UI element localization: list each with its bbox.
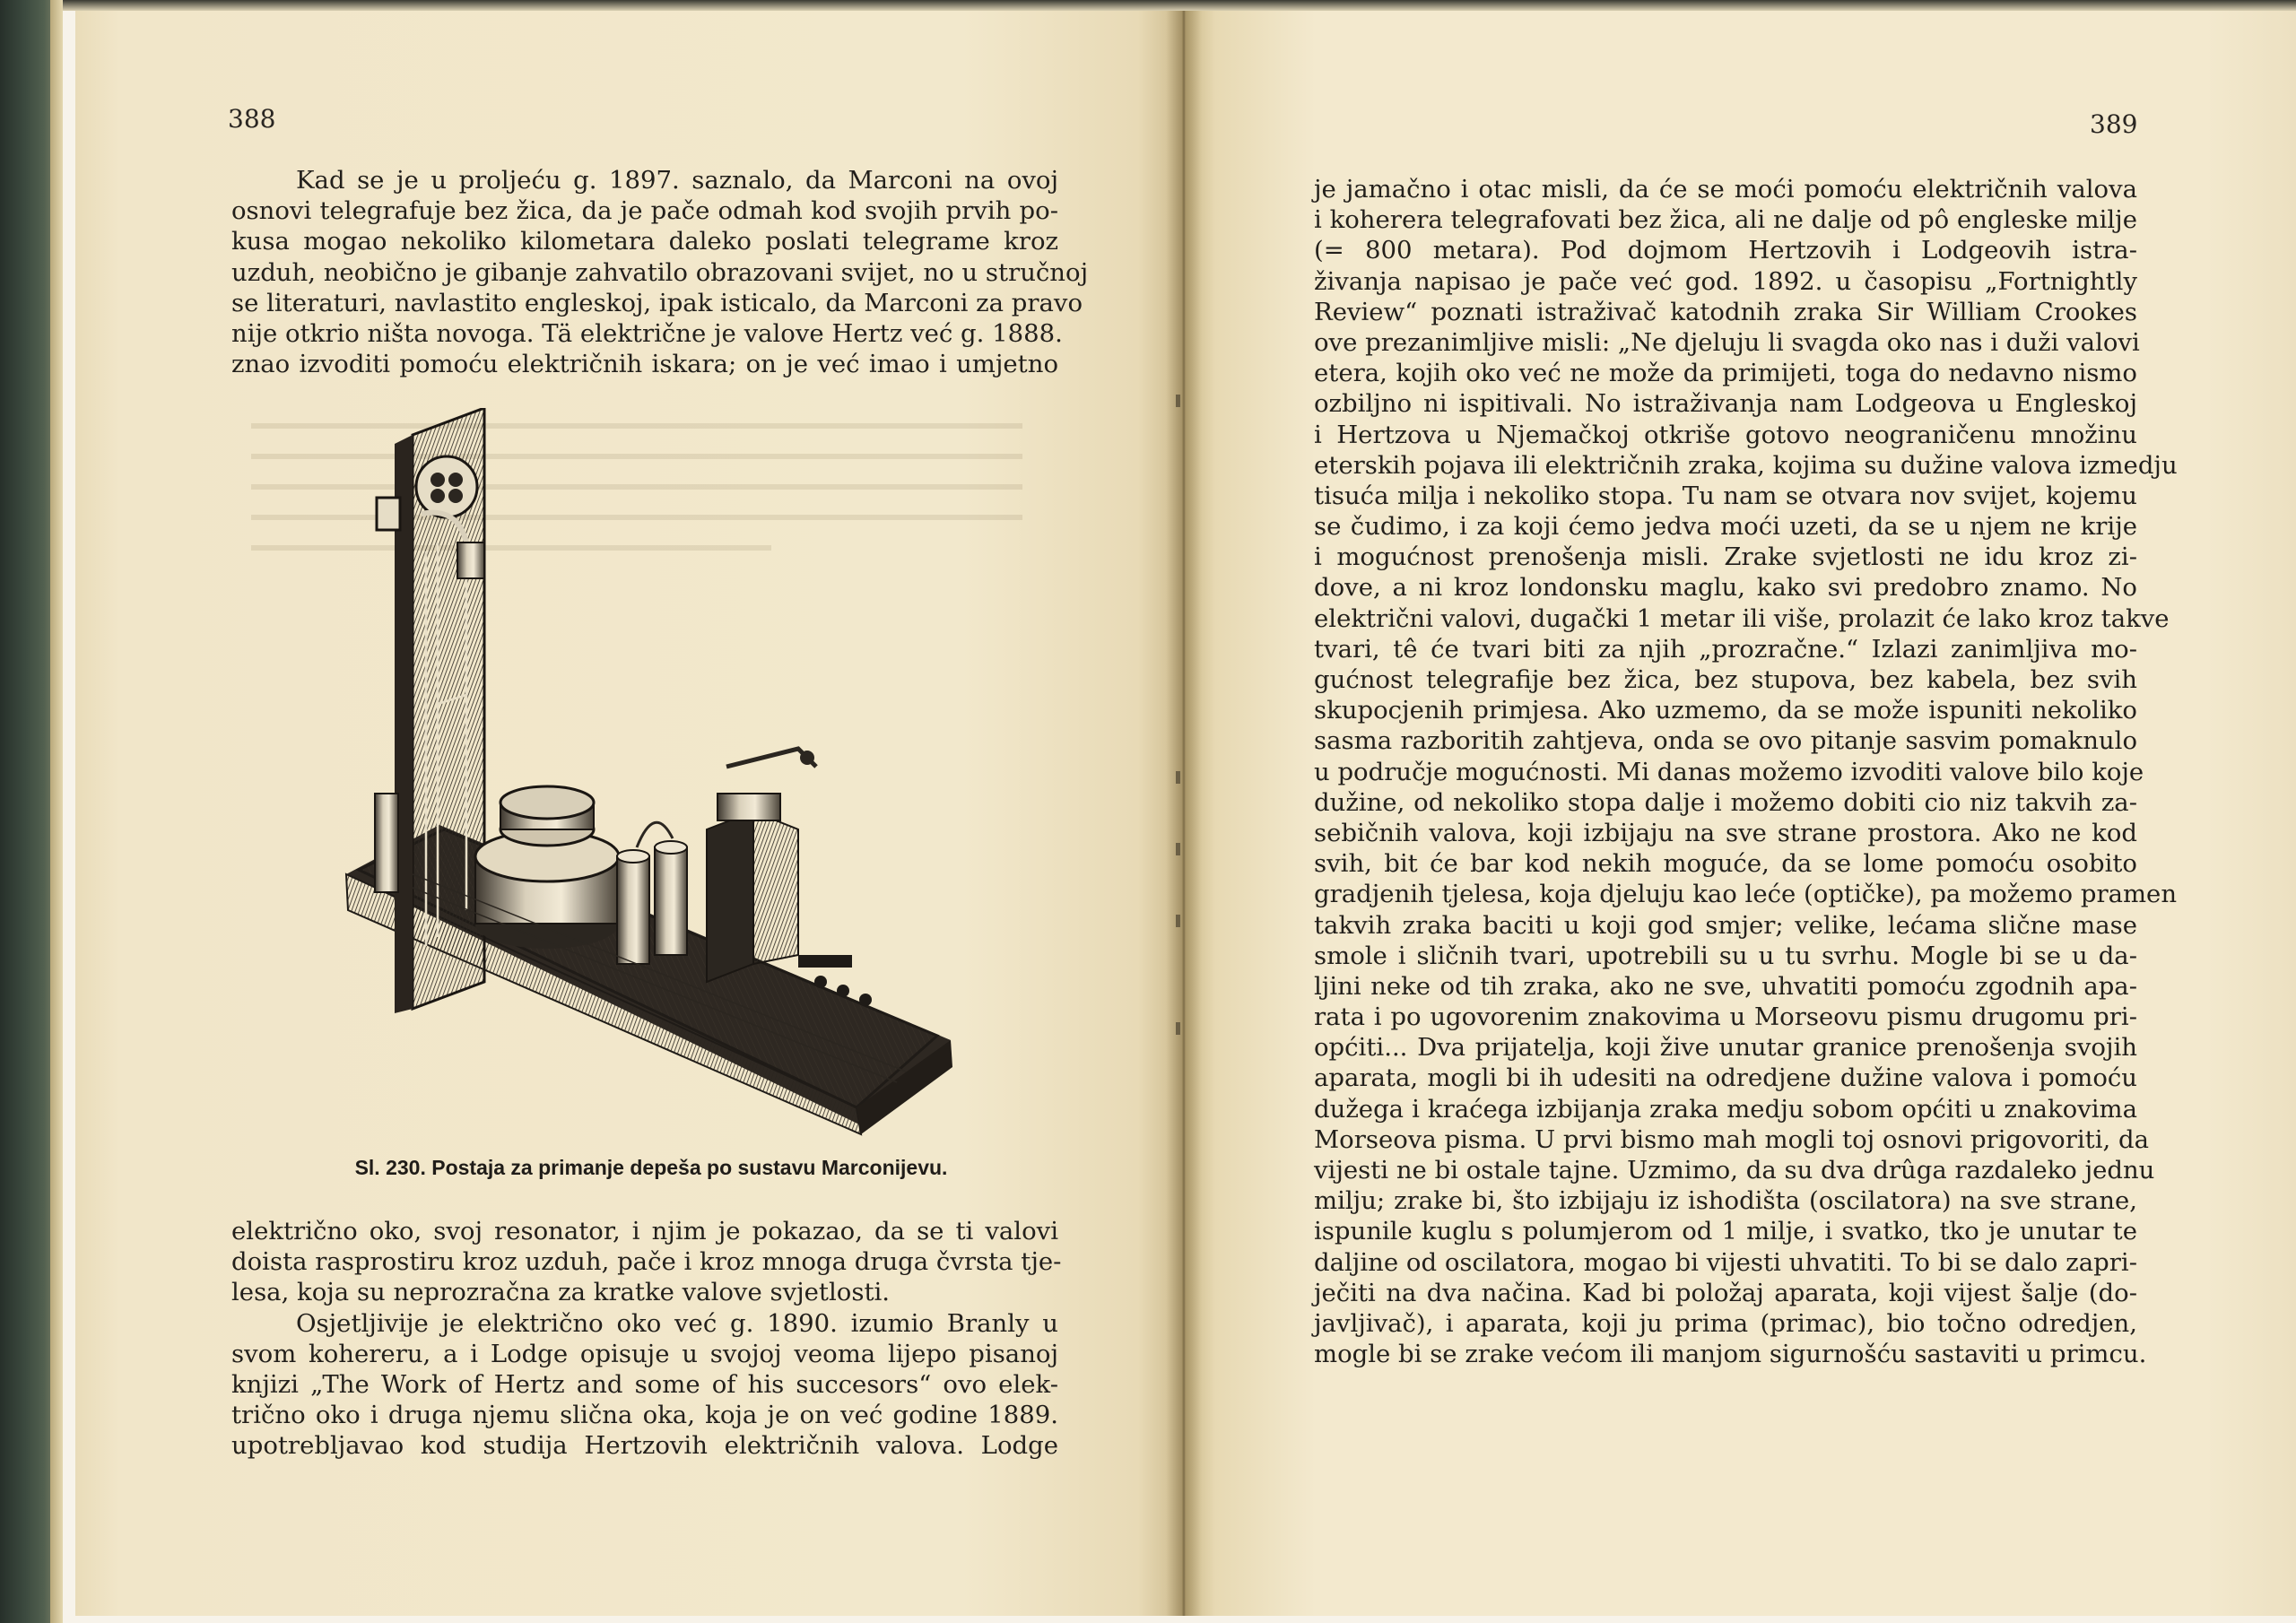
text-line: vijesti ne bi ostale tajne. Uzmimo, da su dva drûga razdaleko jednu (1314, 1156, 2155, 1185)
text-line: (= 800 metara). Pod dojmom Hertzovih i Lodgeovih istra- (1314, 236, 2137, 265)
text-line: smole i sličnih tvari, upotrebili su u tu svrhu. Mogle bi se u da- (1314, 941, 2137, 970)
text-line: ispunile kuglu s polumjerom od 1 milje, i svatko, tko je unutar te (1314, 1217, 2137, 1246)
text-line: živanja napisao je pače već god. 1892. u časopisu „Fortnightly (1314, 266, 2137, 296)
text-line: etera, kojih oko već ne može da primijeti, toga do nedavno nismo (1314, 359, 2137, 388)
right-page-number: 389 (2090, 109, 2138, 139)
text-line: kusa mogao nekoliko kilometara daleko poslati telegrame kroz (231, 227, 1058, 256)
book-spine (0, 0, 63, 1623)
left-bottom-paragraph (231, 1216, 1062, 1462)
text-line: ljini neke od tih zraka, ako ne sve, uhvatiti pomoću zgodnih apa- (1314, 971, 2137, 1001)
text-line: javljivač), i aparata, koji ju prima (primac), bio točno odredjen, (1314, 1308, 2137, 1338)
text-line: lesa, koja su neprozračna za kratke valove svjetlosti. (231, 1278, 891, 1307)
text-line: znao izvoditi pomoću električnih iskara; on je već imao i umjetno (231, 350, 1058, 379)
text-line: električno oko, svoj resonator, i njim je pokazao, da se ti valovi (231, 1217, 1058, 1245)
text-line: ječiti na dva načina. Kad bi položaj aparata, koji vijest šalje (do- (1314, 1278, 2137, 1307)
gutter-mark (1176, 915, 1180, 927)
text-line: je jamačno i otac misli, da će se moći pomoću električnih valova (1314, 175, 2137, 204)
text-line: Morseova pisma. U prvi bismo mah mogli toj osnovi prigovoriti, da (1314, 1124, 2150, 1154)
text-line: sebičnih valova, koji izbijaju na sve strane prostora. Ako ne kod (1314, 818, 2137, 847)
left-top-paragraph (231, 165, 1089, 379)
text-line: se čudimo, i za koji ćemo jedva moći uzeti, da se u njem ne krije (1314, 512, 2137, 542)
text-line: Kad se je u proljeću g. 1897. saznalo, da Marconi na ovoj (296, 166, 1058, 195)
left-page-number: 388 (228, 104, 276, 134)
figure-caption: Sl. 230. Postaja za primanje depeša po sustavu Marconijevu. (354, 1156, 948, 1179)
text-line: milju; zrake bi, što izbijaju iz ishodišta (oscilatora) na sve strane, (1314, 1186, 2137, 1216)
text-line: Review“ poznati istraživač katodnih zraka Sir William Crookes (1314, 297, 2137, 326)
text-line: se literaturi, navlastito engleskoj, ipak isticalo, da Marconi za pravo (231, 288, 1083, 317)
text-line: knjizi „The Work of Hertz and some of his succesors“ ovo elek- (231, 1369, 1058, 1399)
text-line: doista rasprostiru kroz uzduh, pače i kroz mnoga druga čvrsta tje- (231, 1247, 1062, 1277)
text-line: upotrebljavao kod studija Hertzovih električnih valova. Lodge (231, 1431, 1058, 1461)
text-line: ozbiljno ni ispitivali. No istraživanja nam Lodgeova u Engleskoj (1314, 389, 2137, 419)
text-line: skupocjenih primjesa. Ako uzmemo, da se može ispuniti nekoliko (1314, 696, 2137, 725)
text-line: u područje mogućnosti. Mi danas možemo izvoditi valove bilo koje (1314, 757, 2144, 786)
text-line: dužine, od nekoliko stopa dalje i možemo dobiti cio niz takvih za- (1314, 787, 2137, 817)
text-line: gradjenih tjelesa, koja djeluju kao leće (optičke), pa možemo pramen (1314, 880, 2178, 909)
book-top-edge (63, 0, 2296, 11)
text-line: trično oko i druga njemu slična oka, koja je on već godine 1889. (231, 1401, 1058, 1430)
gutter-mark (1176, 843, 1180, 855)
gutter-mark (1176, 771, 1180, 784)
text-line: daljine od oscilatora, mogao bi vijesti uhvatiti. To bi se dalo zapri- (1314, 1247, 2137, 1277)
gutter-mark (1176, 395, 1180, 407)
text-line: i Hertzova u Njemačkoj otkriše gotovo neograničenu množinu (1314, 420, 2137, 449)
book-gutter (1166, 11, 1202, 1616)
text-line: takvih zraka baciti u koji god smjer; velike, lećama slične mase (1314, 910, 2137, 940)
text-line: Osjetljivije je električno oko već g. 1890. izumio Branly u (296, 1308, 1058, 1338)
text-line: uzduh, neobično je gibanje zahvatilo obrazovani svijet, no u stručnoj (231, 257, 1089, 287)
text-line: aparata, mogli bi ih udesiti na odredjene dužine valova i pomoću (1314, 1063, 2137, 1093)
text-line: svih, bit će bar kod nekih moguće, da se lome pomoću osobito (1314, 849, 2137, 879)
text-line: električni valovi, dugački 1 metar ili više, prolazit će lako kroz takve (1314, 603, 2170, 633)
right-page-text (1314, 174, 2178, 1369)
text-line: dužega i kraćega izbijanja zraka medju sobom općiti u znakovima (1314, 1094, 2137, 1124)
text-line: dove, a ni kroz londonsku maglu, kako svi predobro znamo. No (1314, 573, 2137, 603)
text-line: osnovi telegrafuje bez žica, da je pače odmah kod svojih prvih po- (231, 196, 1058, 226)
marconi-receiver-illustration (332, 408, 978, 1143)
text-line: tvari, tê će tvari biti za njih „prozračne.“ Izlazi zanimljiva mo- (1314, 634, 2137, 664)
text-line: ove prezanimljive misli: „Ne djeluju li svagda oko nas i duži valovi (1314, 327, 2140, 357)
gutter-mark (1176, 1022, 1180, 1035)
text-line: mogle bi se zrake većom ili manjom sigurnošću sastaviti u primcu. (1314, 1340, 2147, 1369)
text-line: rata i po ugovorenim znakovima u Morseovu pismu drugomu pri- (1314, 1002, 2137, 1032)
text-line: eterskih pojava ili električnih zraka, kojima su dužine valova izmedju (1314, 450, 2178, 480)
text-line: nije otkrio ništa novoga. Tä električne je valove Hertz već g. 1888. (231, 318, 1063, 348)
text-line: i koherera telegrafovati bez žica, ali ne dalje od pô engleske milje (1314, 205, 2137, 235)
text-line: općiti... Dva prijatelja, koji žive unutar granice prenošenja svojih (1314, 1033, 2137, 1063)
text-line: gućnost telegrafije bez žica, bez stupova, bez kabela, bez svih (1314, 665, 2137, 694)
text-line: i mogućnost prenošenja misli. Zrake svjetlosti ne idu kroz zi- (1314, 542, 2137, 572)
text-line: tisuća milja i nekoliko stopa. Tu nam se otvara nov svijet, kojemu (1314, 481, 2137, 510)
text-line: svom kohereru, a i Lodge opisuje u svojoj veoma lijepo pisanoj (231, 1339, 1058, 1368)
text-line: sasma razboritih zahtjeva, onda se ovo pitanje sasvim pomaknulo (1314, 726, 2137, 756)
